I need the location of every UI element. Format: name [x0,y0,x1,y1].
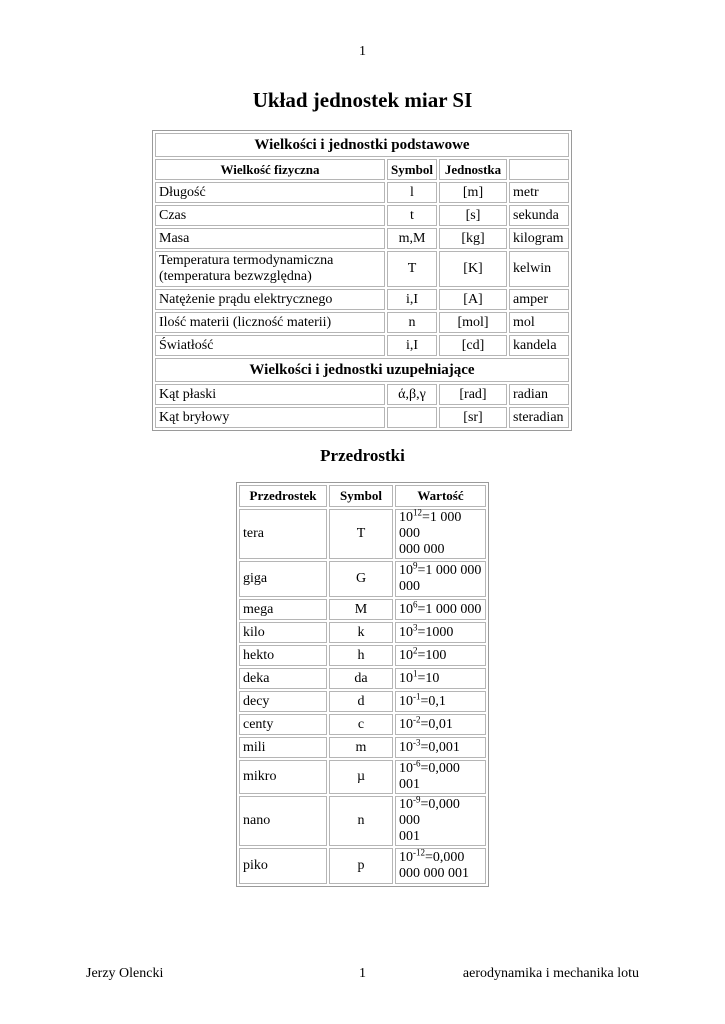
prefix-value [395,668,486,689]
prefix-symbol: M [329,599,393,620]
quantity-symbol: m,M [387,228,437,249]
prefix-value-base: 10 [399,601,413,617]
prefix-symbol: T [329,509,393,559]
prefix-value [395,561,486,597]
table-row [239,561,486,597]
prefix-value-decimal: =1 000 000 [417,563,482,578]
quantity-name-cell [155,205,385,226]
quantity-name: Długość [159,184,206,200]
prefix-value-base: 10 [399,850,413,865]
unit-name: metr [509,182,569,203]
prefix-value-base: 10 [399,510,413,525]
quantity-symbol: ά,β,γ [387,384,437,405]
column-header-unit-name [509,159,569,180]
prefix-value-decimal: =0,000 001 [399,761,460,792]
table-row [155,384,569,405]
prefix-value-exponent: -12 [413,847,425,858]
unit-name: sekunda [509,205,569,226]
table-row [239,599,486,620]
prefix-value-decimal: =1 000 000 [417,601,482,617]
prefix-value-base: 10 [399,563,413,578]
prefix-value [395,691,486,712]
prefix-section-title: Przedrostki [320,446,405,465]
prefix-name: giga [239,561,327,597]
prefix-value-decimal: =1 000 000 [399,510,462,541]
quantity-name-cell [155,289,385,310]
prefix-header-value: Wartość [395,485,486,507]
prefix-value-exponent: -2 [413,713,421,724]
prefix-value-decimal: =0,01 [420,716,453,732]
unit-name: radian [509,384,569,405]
prefix-value [395,599,486,620]
prefix-value-base: 10 [399,624,413,640]
quantity-name: Ilość materii (liczność materii) [159,314,332,330]
prefix-value-exponent: 2 [413,644,418,655]
prefix-name: piko [239,848,327,884]
column-header-unit: Jednostka [439,159,507,180]
prefix-table [236,482,489,887]
unit-symbol: [m] [439,182,507,203]
quantity-name-cell [155,407,385,428]
prefix-name: nano [239,796,327,846]
table-row [239,714,486,735]
prefix-value [395,622,486,643]
prefix-value-decimal: =100 [417,647,447,663]
prefix-value-exponent: 3 [413,621,418,632]
unit-name: kandela [509,335,569,356]
prefix-value-exponent: 12 [413,507,422,518]
prefix-name: decy [239,691,327,712]
unit-symbol: [cd] [439,335,507,356]
prefix-name: mikro [239,760,327,794]
footer-author: Jerzy Olencki [86,966,164,981]
prefix-value-exponent: -1 [413,690,421,701]
supplementary-units-body [155,384,569,428]
quantity-symbol: l [387,182,437,203]
quantity-name: Masa [159,230,190,246]
unit-symbol: [sr] [439,407,507,428]
quantity-name-cell [155,335,385,356]
prefix-value [395,848,486,884]
prefix-value-exponent: -6 [413,758,421,769]
prefix-value-decimal: =0,000 [425,850,465,865]
prefix-header-name: Przedrostek [239,485,327,507]
prefix-name: kilo [239,622,327,643]
prefix-symbol: µ [329,760,393,794]
prefix-value-exponent: 6 [413,598,418,609]
unit-symbol: [kg] [439,228,507,249]
prefix-value-base: 10 [399,739,413,755]
quantity-symbol: n [387,312,437,333]
prefix-name: mili [239,737,327,758]
quantity-name: Temperatura termodynamiczna [159,253,334,268]
quantity-name-cell [155,251,385,287]
table-row [239,668,486,689]
quantity-name-line2: (temperatura bezwzględna) [159,269,312,284]
table-row [239,509,486,559]
table-row [239,760,486,794]
prefix-value-decimal-line2: 000 [399,579,420,594]
base-section-header-row [155,133,569,157]
quantity-name-cell [155,228,385,249]
prefix-value-exponent: -9 [413,794,421,805]
base-section-header: Wielkości i jednostki podstawowe [155,133,569,157]
table-row [155,312,569,333]
prefix-value-decimal: =10 [417,670,440,686]
quantity-name-cell [155,182,385,203]
prefix-symbol: da [329,668,393,689]
prefix-symbol: k [329,622,393,643]
footer-subject: aerodynamika i mechanika lotu [462,966,639,981]
prefix-symbol: h [329,645,393,666]
prefix-symbol: G [329,561,393,597]
table-row [155,228,569,249]
prefix-name: centy [239,714,327,735]
prefix-value-base: 10 [399,693,413,709]
prefix-value-exponent: 9 [413,560,418,571]
unit-name: steradian [509,407,569,428]
prefix-body [239,509,486,884]
base-units-body [155,182,569,356]
quantity-symbol: T [387,251,437,287]
prefix-value [395,737,486,758]
quantity-symbol: i,I [387,289,437,310]
prefix-value-decimal-line2: 001 [399,829,420,844]
prefix-value-base: 10 [399,647,413,663]
unit-symbol: [K] [439,251,507,287]
supplementary-section-header-row [155,358,569,382]
column-header-symbol: Symbol [387,159,437,180]
unit-name: kelwin [509,251,569,287]
quantity-name: Czas [159,207,187,223]
table-row [155,205,569,226]
prefix-symbol: d [329,691,393,712]
prefix-value-exponent: 1 [413,667,418,678]
prefix-name: deka [239,668,327,689]
prefix-value-base: 10 [399,797,413,812]
unit-name: amper [509,289,569,310]
prefix-value-decimal: =1000 [417,624,454,640]
prefix-value [395,796,486,846]
unit-symbol: [rad] [439,384,507,405]
table-row [239,622,486,643]
quantity-name: Natężenie prądu elektrycznego [159,291,333,307]
document-title: Układ jednostek miar SI [252,88,473,112]
prefix-value-decimal: =0,001 [420,739,460,755]
table-row [239,737,486,758]
table-row [155,407,569,428]
prefix-value [395,645,486,666]
table-row [239,691,486,712]
table-row [155,289,569,310]
si-units-table [152,130,572,431]
unit-name: kilogram [509,228,569,249]
unit-symbol: [mol] [439,312,507,333]
column-header-row [155,159,569,180]
prefix-value-exponent: -3 [413,736,421,747]
prefix-value-base: 10 [399,670,413,686]
supplementary-section-header: Wielkości i jednostki uzupełniające [155,358,569,382]
quantity-name-cell [155,312,385,333]
unit-symbol: [s] [439,205,507,226]
prefix-value [395,509,486,559]
table-row [239,796,486,846]
table-row [155,251,569,287]
table-row [155,335,569,356]
prefix-value-decimal: =0,1 [420,693,446,709]
prefix-symbol: m [329,737,393,758]
unit-name: mol [509,312,569,333]
quantity-name: Kąt bryłowy [159,409,230,425]
table-row [155,182,569,203]
quantity-symbol [387,407,437,428]
unit-symbol: [A] [439,289,507,310]
prefix-header-row [239,485,486,507]
prefix-name: hekto [239,645,327,666]
prefix-value-decimal-line2: 000 000 001 [399,866,469,881]
quantity-name-cell [155,384,385,405]
prefix-value-base: 10 [399,761,413,776]
prefix-value-decimal-line2: 000 000 [399,542,445,557]
prefix-name: mega [239,599,327,620]
prefix-value [395,714,486,735]
prefix-name: tera [239,509,327,559]
prefix-value-decimal: =0,000 000 [399,797,460,828]
footer-page-number: 1 [359,966,366,981]
quantity-name: Światłość [159,337,214,353]
table-row [239,645,486,666]
prefix-value [395,760,486,794]
quantity-symbol: t [387,205,437,226]
table-row [239,848,486,884]
prefix-symbol: c [329,714,393,735]
quantity-symbol: i,I [387,335,437,356]
prefix-header-symbol: Symbol [329,485,393,507]
quantity-name: Kąt płaski [159,386,217,402]
prefix-symbol: p [329,848,393,884]
prefix-symbol: n [329,796,393,846]
prefix-value-base: 10 [399,716,413,732]
column-header-quantity: Wielkość fizyczna [155,159,385,180]
page-number-top: 1 [359,44,366,59]
